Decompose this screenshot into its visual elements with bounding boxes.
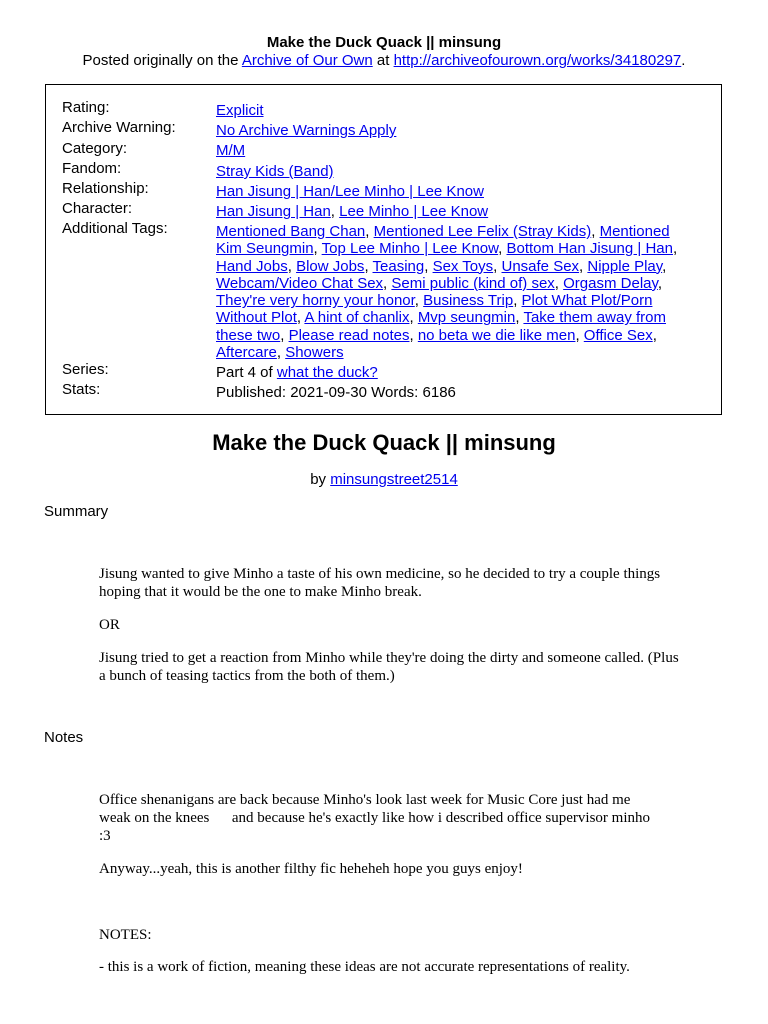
tag-link[interactable]: They're very horny your honor [216, 292, 415, 310]
tag-link[interactable]: Bottom Han Jisung | Han [506, 240, 673, 258]
tags-label: Additional Tags: [62, 220, 168, 237]
tag-link[interactable]: Aftercare [216, 344, 277, 362]
notes-paragraph: - this is a work of fiction, meaning these ideas are not accurate representations of reality. [99, 959, 630, 975]
tag-link[interactable]: Mentioned Kim Seungmin [216, 223, 670, 258]
tag-link[interactable]: Webcam/Video Chat Sex [216, 274, 384, 292]
relationship-link[interactable]: Han Jisung | Han/Lee Minho | Lee Know [216, 183, 484, 200]
tag-link[interactable]: Orgasm Delay [563, 274, 658, 292]
tag-link[interactable]: no beta we die like men [417, 326, 576, 344]
tag-link[interactable]: Business Trip [423, 292, 514, 310]
tag-link[interactable]: Sex Toys [432, 257, 494, 275]
notes-paragraph: NOTES: [99, 927, 152, 943]
character-label: Character: [62, 200, 133, 217]
tag-link[interactable]: Take them away from these two [216, 309, 666, 344]
tag-link[interactable]: Semi public (kind of) sex [391, 274, 555, 292]
summary-paragraph: Jisung tried to get a reaction from Minho while they're doing the dirty and someone called. (Plus a bunch of teasing tactics from the both of them.) [99, 650, 679, 684]
tag-link[interactable]: Unsafe Sex [501, 257, 580, 275]
tags-list: Mentioned Bang Chan, Mentioned Lee Felix (Stray Kids), Mentioned Kim Seungmin, Top Lee Minho | Lee Know, Bottom Han Jisung | Han, Hand Jobs, Blow Jobs, Teasing, Sex Toys, Unsafe Sex, Nipple Play, Webcam/Video Chat Sex, Semi public (kind of) sex, Orgasm Delay, They're very horny your honor, Business Trip, Plot What Plot/Porn Without Plot, A hint of chanlix, Mvp seungmin, Take them away from these two, Please read notes, no beta we die like men, Office Sex, Aftercare, Showers [216, 223, 678, 362]
summary-paragraph: Jisung wanted to give Minho a taste of his own medicine, so he decided to try a couple things hoping that it would be the one to make Minho break. [99, 566, 661, 600]
byline [0, 471, 768, 488]
warning-link[interactable]: No Archive Warnings Apply [216, 122, 397, 139]
archive-link[interactable]: Archive of Our Own [241, 52, 373, 69]
relationship-label: Relationship: [62, 180, 149, 197]
rating-label: Rating: [62, 99, 110, 116]
summary-paragraph: OR [99, 617, 120, 633]
tag-link[interactable]: A hint of chanlix [304, 309, 410, 327]
tag-link[interactable]: Hand Jobs [216, 257, 288, 275]
notes-paragraph: Office shenanigans are back because Minho's look last week for Music Core just had me weak on the knees and because he's exactly like how i described office supervisor minho :3 [99, 792, 651, 844]
category-link[interactable]: M/M [216, 142, 246, 159]
tag-link[interactable]: Top Lee Minho | Lee Know [321, 240, 499, 258]
tag-link[interactable]: Please read notes [288, 326, 410, 344]
header-title: Make the Duck Quack || minsung [266, 34, 502, 51]
character-link[interactable]: Lee Minho | Lee Know [339, 203, 489, 220]
by-text: by [310, 471, 327, 488]
category-label: Category: [62, 140, 128, 157]
tag-link[interactable]: Mentioned Bang Chan [216, 223, 366, 240]
series-prefix: Part 4 of [216, 364, 273, 381]
work-title: Make the Duck Quack || minsung [212, 430, 556, 455]
warning-label: Archive Warning: [62, 119, 176, 136]
notes-paragraph: Anyway...yeah, this is another filthy fic heheheh hope you guys enjoy! [99, 861, 523, 877]
rating-link[interactable]: Explicit [216, 102, 264, 119]
tag-link[interactable]: Mvp seungmin [417, 309, 516, 327]
tag-link[interactable]: Showers [285, 344, 344, 362]
posted-period: . [681, 52, 686, 69]
stats-value: Published: 2021-09-30 Words: 6186 [216, 384, 456, 401]
posted-prefix: Posted originally on the [82, 52, 239, 69]
notes-heading: Notes [44, 729, 84, 746]
posted-line [0, 52, 768, 69]
tag-link[interactable]: Mentioned Lee Felix (Stray Kids) [373, 223, 592, 240]
character-link[interactable]: Han Jisung | Han [216, 203, 331, 220]
summary-heading: Summary [44, 503, 109, 520]
author-link[interactable]: minsungstreet2514 [330, 471, 458, 488]
stats-label: Stats: [62, 381, 101, 398]
work-url-link[interactable]: http://archiveofourown.org/works/34180297 [393, 52, 682, 69]
tag-link[interactable]: Blow Jobs [296, 257, 365, 275]
fandom-link[interactable]: Stray Kids (Band) [216, 163, 334, 180]
tag-link[interactable]: Teasing [372, 257, 425, 275]
series-link[interactable]: what the duck? [276, 364, 378, 381]
tag-link[interactable]: Office Sex [583, 326, 653, 344]
tag-link[interactable]: Nipple Play [587, 257, 663, 275]
series-label: Series: [62, 361, 109, 378]
tag-link[interactable]: Plot What Plot/Porn Without Plot [216, 292, 653, 327]
posted-at: at [376, 52, 390, 69]
fandom-label: Fandom: [62, 160, 122, 177]
metadata-box: Rating: Explicit Archive Warning: No Archive Warnings Apply Category: M/M Fandom: Stray Kids (Band) Relationship: Han Jisung | Han/Lee Minho | Lee Know Character: Han Jisung | Han, Lee Minho | Lee Know Additional Tags: Mentioned Bang Chan, Mentioned Lee Felix (Stray Kids), Mentioned Kim Seungmin, Top Lee Minho | Lee Know, Bottom Han Jisung | Han, Hand Jobs, Blow Jobs, Teasing, Sex Toys, Unsafe Sex, Nipple Play, Webcam/Video Chat Sex, Semi public (kind of) sex, Orgasm Delay, They're very horny your honor, Business Trip, Plot What Plot/Porn Without Plot, A hint of chanlix, Mvp seungmin, Take them away from these two, Please read notes, no beta we die like men, Office Sex, Aftercare, Showers Series: Part 4 of what the duck? Stats: Published: 2021-09-30 Words: 6186 [45, 84, 722, 415]
